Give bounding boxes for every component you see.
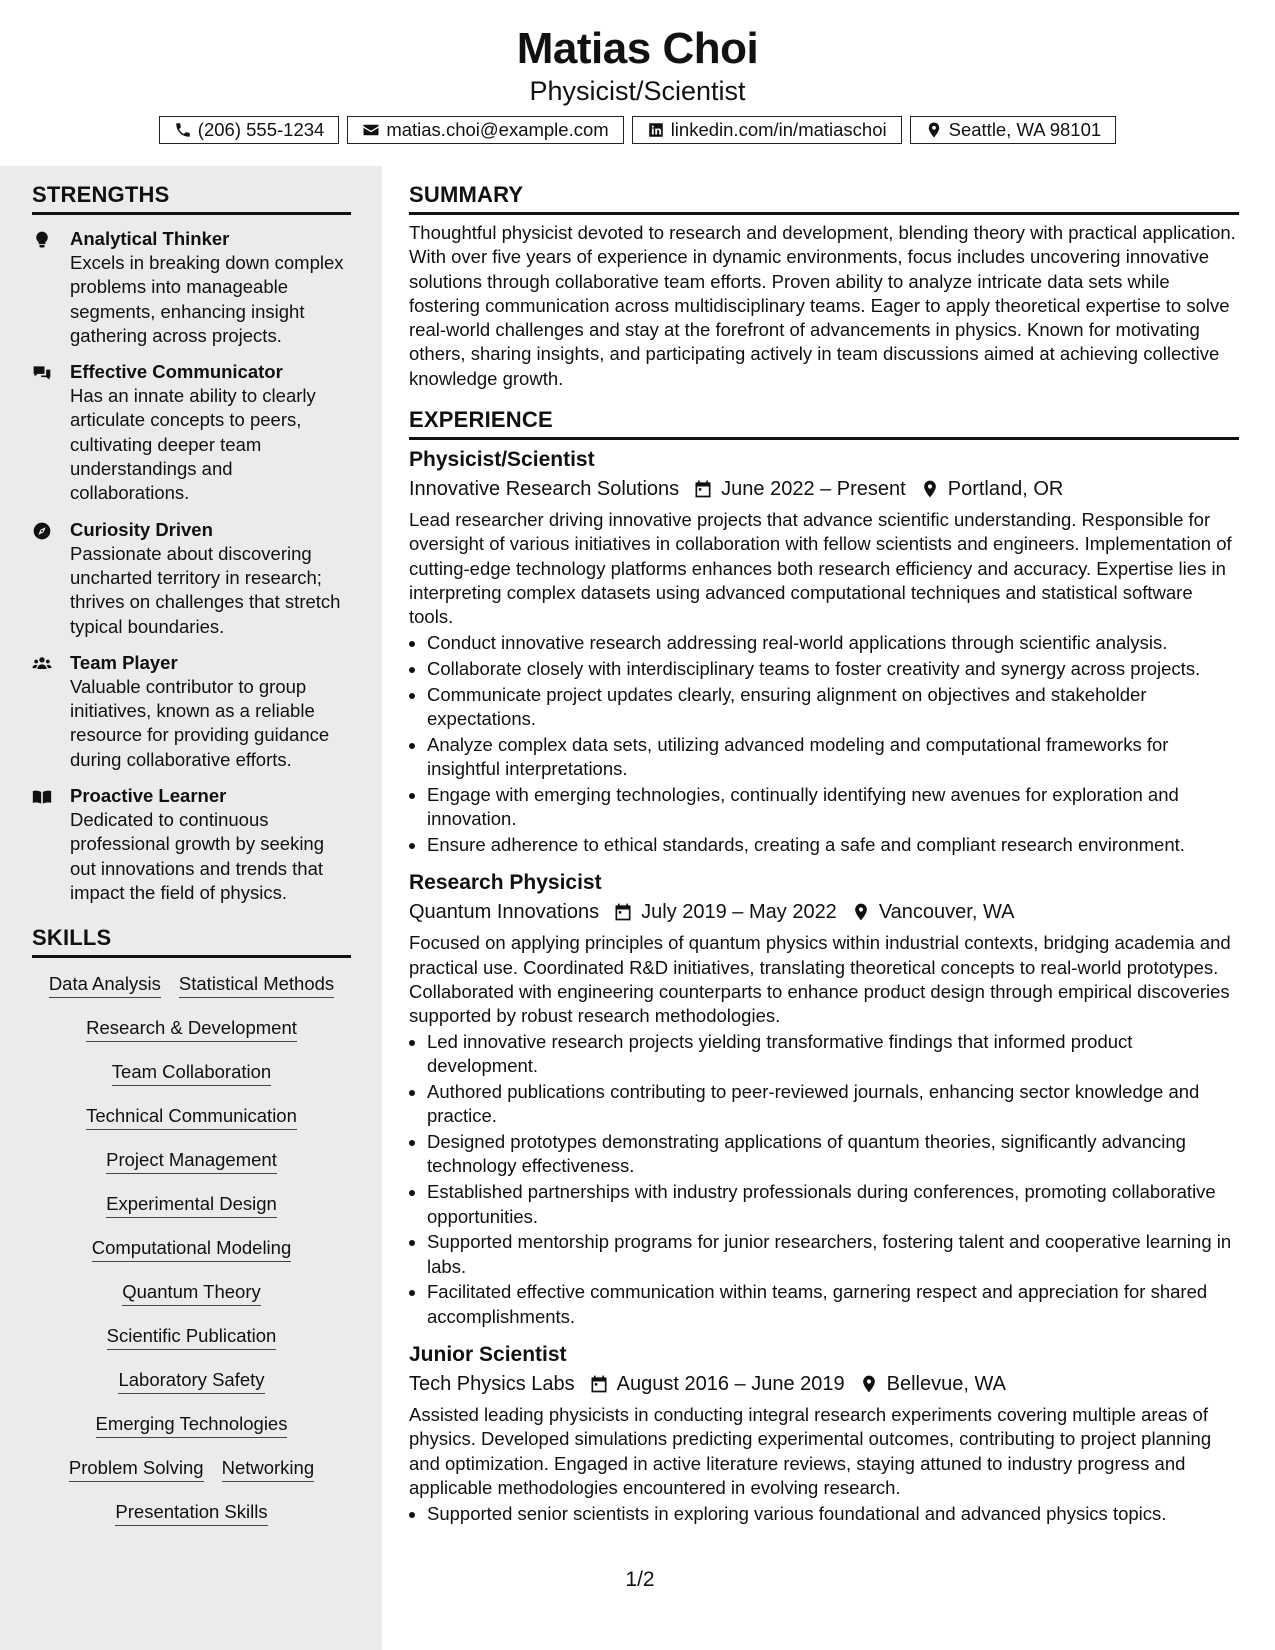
skill-tag: Emerging Technologies <box>96 1412 288 1438</box>
lightbulb-icon <box>32 230 52 250</box>
contact-location-text: Seattle, WA 98101 <box>948 119 1102 140</box>
job-meta <box>409 1369 1239 1399</box>
job-company: Quantum Innovations <box>409 901 600 924</box>
map-pin-icon <box>851 902 871 922</box>
bullet-item: • Conduct innovative research addressing real-world applications through scientific analysis. <box>427 631 1239 655</box>
job-entry <box>409 869 1239 1329</box>
job-location: Bellevue, WA <box>886 1372 1006 1395</box>
contact-phone-text: (206) 555-1234 <box>197 119 325 140</box>
calendar-icon <box>693 479 713 499</box>
job-bullets <box>409 631 1239 857</box>
bullet-item: • Designed prototypes demonstrating applications of quantum theories, significantly advancing technology effectiveness. <box>427 1130 1239 1179</box>
strength-description: Valuable contributor to group initiatives, known as a reliable resource for providing guidance during collaborative efforts. <box>70 675 330 770</box>
strength-title: Proactive Learner <box>70 785 227 807</box>
open-book-icon <box>32 787 52 807</box>
strength-title: Curiosity Driven <box>70 518 213 540</box>
skill-tag: Technical Communication <box>86 1104 297 1130</box>
strength-item <box>32 360 351 505</box>
job-entry <box>409 446 1239 857</box>
contact-email[interactable] <box>347 116 623 144</box>
map-pin-icon <box>859 1374 879 1394</box>
calendar-icon <box>613 902 633 922</box>
skill-tag: Team Collaboration <box>112 1060 271 1086</box>
skill-tag: Problem Solving <box>69 1456 204 1482</box>
strength-item <box>32 651 351 772</box>
resume-header <box>0 0 1275 144</box>
skill-tag: Project Management <box>106 1148 277 1174</box>
job-dates: June 2022 – Present <box>721 478 906 501</box>
strength-description: Dedicated to continuous professional growth by seeking out innovations and trends that impact the field of physics. <box>70 809 325 903</box>
job-company: Innovative Research Solutions <box>409 478 680 501</box>
contact-bar <box>0 116 1275 144</box>
skill-tag: Experimental Design <box>106 1192 277 1218</box>
bullet-item: • Communicate project updates clearly, ensuring alignment on objectives and stakeholder expectations. <box>427 683 1239 732</box>
strength-title: Effective Communicator <box>70 361 283 383</box>
job-bullets <box>409 1030 1239 1329</box>
contact-linkedin-text: linkedin.com/in/matiaschoi <box>670 119 887 140</box>
job-title: Junior Scientist <box>409 1342 567 1366</box>
skill-tag: Scientific Publication <box>107 1324 277 1350</box>
skills-heading: SKILLS <box>32 923 351 958</box>
summary-heading: SUMMARY <box>409 180 1239 215</box>
bullet-item: • Established partnerships with industry professionals during conferences, promoting collaborative opportunities. <box>427 1180 1239 1229</box>
users-icon <box>32 654 52 674</box>
skill-tag: Networking <box>222 1456 315 1482</box>
job-company: Tech Physics Labs <box>409 1372 575 1395</box>
bullet-item: • Authored publications contributing to peer-reviewed journals, enhancing sector knowledge and practice. <box>427 1080 1239 1129</box>
skill-tag: Research & Development <box>86 1016 297 1042</box>
strength-description: Passionate about discovering uncharted territory in research; thrives on challenges that stretch typical boundaries. <box>70 542 341 637</box>
strength-title: Analytical Thinker <box>70 228 230 249</box>
strength-item <box>32 227 351 348</box>
bullet-item: • Supported senior scientists in exploring various foundational and advanced physics topics. <box>427 1502 1239 1526</box>
summary-text: Thoughtful physicist devoted to research and development, blending theory with practical application. With over five years of experience in dynamic environments, focus includes uncovering innovative solutions through collaborative team efforts. Proven ability to analyze intricate data sets while fostering communication across multidisciplinary teams. Eager to apply theoretical expertise to solve real-world challenges and stay at the forefront of advancements in physics. Known for motivating others, sharing insights, and participating actively in team discussions aimed at achieving collective knowledge growth. <box>409 222 1236 389</box>
candidate-name: Matias Choi <box>516 24 759 73</box>
job-title: Physicist/Scientist <box>409 448 595 472</box>
job-location: Vancouver, WA <box>878 901 1015 924</box>
job-entry <box>409 1341 1239 1526</box>
map-pin-icon <box>925 121 943 139</box>
phone-icon <box>174 121 192 139</box>
job-dates: August 2016 – June 2019 <box>616 1372 845 1395</box>
experience-heading: EXPERIENCE <box>409 405 1239 440</box>
bullet-item: • Ensure adherence to ethical standards, creating a safe and compliant research environment. <box>427 833 1239 857</box>
linkedin-icon <box>647 121 665 139</box>
sidebar <box>0 166 382 1650</box>
skill-tag: Statistical Methods <box>179 972 334 998</box>
contact-email-text: matias.choi@example.com <box>386 119 609 140</box>
bullet-item: • Led innovative research projects yielding transformative findings that informed product development. <box>427 1030 1239 1079</box>
bullet-item: • Facilitated effective communication within teams, garnering respect and appreciation for shared accomplishments. <box>427 1280 1239 1329</box>
skill-tag: Presentation Skills <box>115 1500 267 1526</box>
calendar-icon <box>589 1374 609 1394</box>
skill-tag: Laboratory Safety <box>118 1368 264 1394</box>
bullet-item: • Supported mentorship programs for junior researchers, fostering talent and cooperative learning in labs. <box>427 1230 1239 1279</box>
contact-phone[interactable] <box>159 116 340 144</box>
job-location: Portland, OR <box>947 478 1064 501</box>
bullet-item: • Collaborate closely with interdisciplinary teams to foster creativity and synergy across projects. <box>427 657 1239 681</box>
strength-title: Team Player <box>70 651 178 673</box>
strength-item <box>32 784 351 905</box>
bullet-item: • Analyze complex data sets, utilizing advanced modeling and computational frameworks for insightful interpretations. <box>427 733 1239 782</box>
compass-icon <box>32 521 52 541</box>
strength-description: Excels in breaking down complex problems into manageable segments, enhancing insight gathering across projects. <box>70 252 344 346</box>
strength-item <box>32 518 351 639</box>
strength-description: Has an innate ability to clearly articulate concepts to peers, cultivating deeper team understandings and collaborations. <box>70 385 316 504</box>
skill-tag: Quantum Theory <box>122 1280 260 1306</box>
job-meta <box>409 897 1239 927</box>
job-dates: July 2019 – May 2022 <box>641 901 837 924</box>
candidate-title: Physicist/Scientist <box>529 76 746 106</box>
main-column <box>409 180 1239 1526</box>
page-number: 1/2 <box>625 1568 655 1591</box>
skills-list <box>32 972 351 1526</box>
map-pin-icon <box>920 479 940 499</box>
job-description: Lead researcher driving innovative projects that advance scientific understanding. Responsible for oversight of various initiatives in collaboration with fellow scientists and engineers. Implementation of cutting-edge technology platforms enhances both research efficiency and accuracy. Expertise lies in interpreting complex datasets using advanced computational techniques and statistical software tools. <box>409 509 1232 628</box>
job-description: Assisted leading physicists in conducting integral research experiments covering multiple areas of physics. Developed simulations predicting experimental outcomes, contributing to project planning and optimization. Engaged in active literature reviews, staying attuned to industry progress and applicable methodologies encountered in evolving research. <box>409 1403 1212 1498</box>
contact-location[interactable] <box>910 116 1117 144</box>
job-title: Research Physicist <box>409 871 602 895</box>
job-description: Focused on applying principles of quantum physics within industrial contexts, bridging academia and practical use. Coordinated R&D initiatives, translating theoretical concepts to real-world prototypes. Collaborated with engineering counterparts to enhance product design through empirical discoveries supported by robust research methodologies. <box>409 932 1231 1027</box>
job-bullets <box>409 1502 1239 1526</box>
bullet-item: • Engage with emerging technologies, continually identifying new avenues for exploration and innovation. <box>427 783 1239 832</box>
contact-linkedin[interactable] <box>632 116 902 144</box>
envelope-icon <box>362 121 380 139</box>
job-meta <box>409 474 1239 504</box>
skill-tag: Data Analysis <box>49 972 161 998</box>
chat-bubbles-icon <box>32 363 52 383</box>
strengths-heading: STRENGTHS <box>32 180 351 215</box>
skill-tag: Computational Modeling <box>92 1236 292 1262</box>
